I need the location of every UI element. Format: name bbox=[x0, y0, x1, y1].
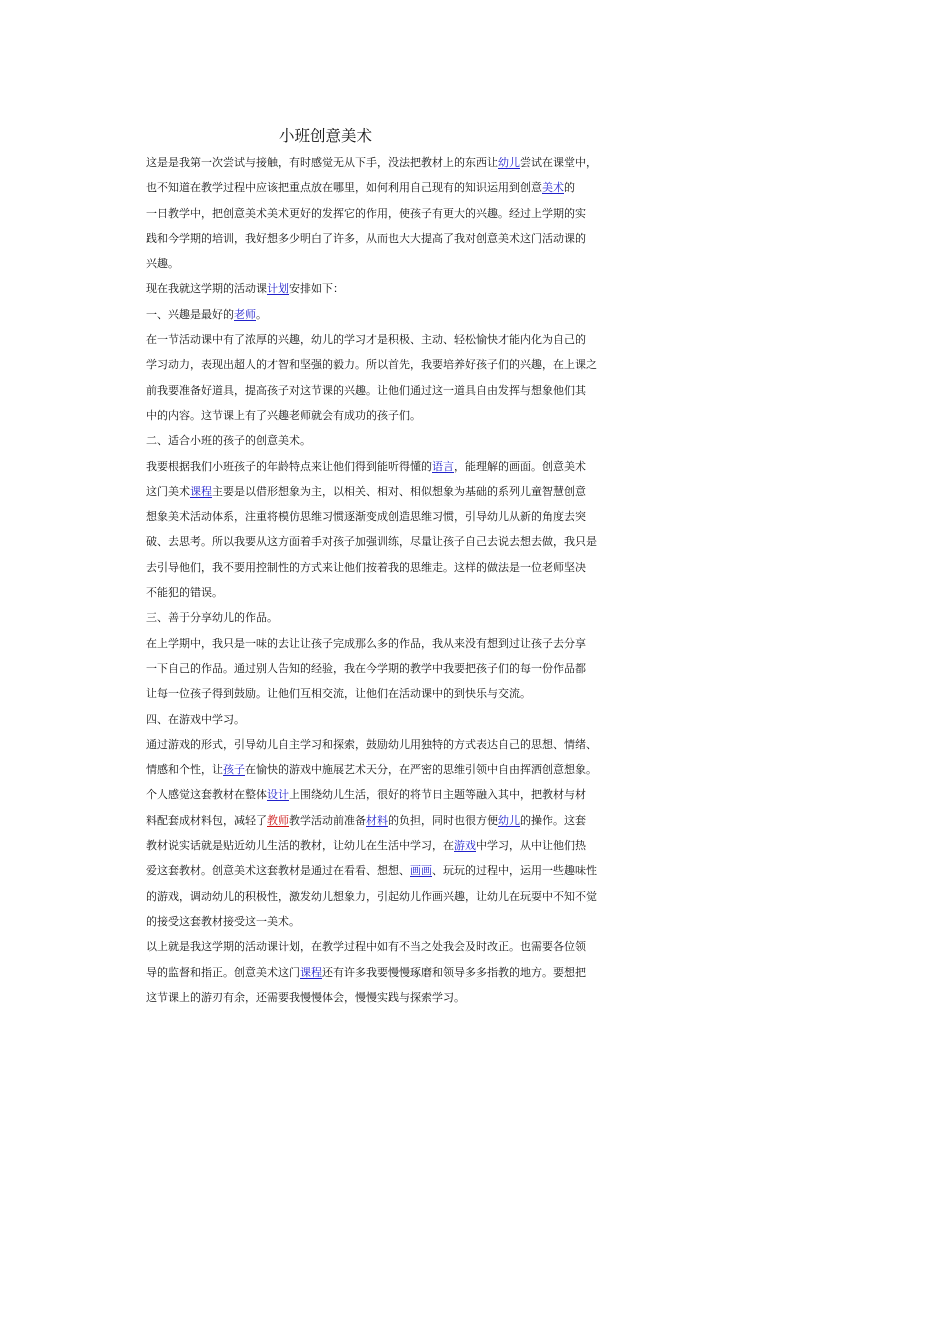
text-line bbox=[146, 150, 816, 175]
text-run: 想象美术活动体系，注重将模仿思维习惯逐渐变成创造思维习惯，引导幼儿从新的角度去突 bbox=[146, 510, 586, 524]
inline-link[interactable]: 幼儿 bbox=[498, 156, 520, 169]
inline-link[interactable]: 计划 bbox=[267, 282, 289, 296]
text-line bbox=[146, 504, 816, 529]
text-line bbox=[146, 985, 816, 1010]
inline-link[interactable]: 设计 bbox=[267, 788, 289, 802]
text-line bbox=[146, 276, 816, 301]
document-title: 小班创意美术 bbox=[279, 127, 373, 145]
text-line bbox=[146, 681, 816, 706]
text-run: 践和今学期的培训，我好想多少明白了许多，从而也大大提高了我对创意美术这门活动课的 bbox=[146, 231, 586, 245]
text-run: 情感和个性，让 bbox=[146, 763, 223, 777]
text-line bbox=[146, 656, 816, 681]
text-run: 兴趣。 bbox=[146, 257, 179, 271]
text-run: 不能犯的错误。 bbox=[146, 586, 223, 600]
text-line bbox=[146, 808, 816, 833]
text-run: 我要根据我们小班孩子的年龄特点来让他们得到能听得懂的 bbox=[146, 459, 432, 473]
text-run: 这门美术 bbox=[146, 484, 190, 498]
text-run: ，能理解的画面。创意美术 bbox=[454, 459, 586, 473]
text-run: 的游戏，调动幼儿的积极性，激发幼儿想象力，引起幼儿作画兴趣，让幼儿在玩耍中不知不觉 bbox=[146, 889, 597, 903]
text-run: 的操作。这套 bbox=[520, 813, 586, 827]
text-run: 一、兴趣是最好的 bbox=[146, 307, 234, 321]
text-line bbox=[146, 251, 816, 276]
text-line bbox=[146, 858, 816, 883]
inline-link[interactable]: 画画 bbox=[410, 864, 432, 878]
text-line bbox=[146, 428, 816, 453]
text-run: 个人感觉这套教材在整体 bbox=[146, 788, 267, 802]
inline-link[interactable]: 美术 bbox=[542, 181, 564, 195]
text-run: 爱这套教材。创意美术这套教材是通过在看看、想想、 bbox=[146, 864, 410, 878]
text-line bbox=[146, 403, 816, 428]
text-line bbox=[146, 605, 816, 630]
text-run: 一日教学中，把创意美术美术更好的发挥它的作用，使孩子有更大的兴趣。经过上学期的实 bbox=[146, 206, 586, 220]
inline-link[interactable]: 幼儿 bbox=[498, 813, 520, 827]
text-run: 的 bbox=[564, 181, 575, 195]
text-run: 通过游戏的形式，引导幼儿自主学习和探索，鼓励幼儿用独特的方式表达自己的思想、情绪、 bbox=[146, 737, 597, 751]
text-run: 还有许多我要慢慢琢磨和领导多多指教的地方。要想把 bbox=[322, 965, 586, 979]
text-line bbox=[146, 732, 816, 757]
text-line bbox=[146, 707, 816, 732]
text-run: 四、在游戏中学习。 bbox=[146, 712, 245, 726]
inline-link[interactable]: 游戏 bbox=[454, 839, 476, 853]
text-run: 前我要准备好道具，提高孩子对这节课的兴趣。让他们通过这一道具自由发挥与想象他们其 bbox=[146, 383, 586, 397]
text-line bbox=[146, 327, 816, 352]
text-run: 这是是我第一次尝试与接触，有时感觉无从下手，没法把教材上的东西让 bbox=[146, 156, 498, 169]
text-run: 安排如下： bbox=[289, 282, 344, 296]
text-line bbox=[146, 175, 816, 200]
text-run: 教材说实话就是贴近幼儿生活的教材，让幼儿在生活中学习，在 bbox=[146, 839, 454, 853]
text-run: 二、适合小班的孩子的创意美术。 bbox=[146, 434, 311, 448]
text-line bbox=[146, 960, 816, 985]
text-line bbox=[146, 454, 816, 479]
text-line bbox=[146, 555, 816, 580]
text-run: 以上就是我这学期的活动课计划，在教学过程中如有不当之处我会及时改正。也需要各位领 bbox=[146, 940, 586, 954]
text-run: 上围绕幼儿生活，很好的将节日主题等融入其中，把教材与材 bbox=[289, 788, 586, 802]
text-line bbox=[146, 479, 816, 504]
document-body bbox=[146, 150, 816, 1010]
text-line bbox=[146, 352, 816, 377]
text-run: 尝试在课堂中， bbox=[520, 156, 597, 169]
text-run: 导的监督和指正。创意美术这门 bbox=[146, 965, 300, 979]
text-run: 在一节活动课中有了浓厚的兴趣，幼儿的学习才是积极、主动、轻松愉快才能内化为自己的 bbox=[146, 333, 586, 347]
text-line bbox=[146, 782, 816, 807]
text-run: 、玩玩的过程中，运用一些趣味性 bbox=[432, 864, 597, 878]
text-run: 教学活动前准备 bbox=[289, 813, 366, 827]
text-run: 一下自己的作品。通过别人告知的经验，我在今学期的教学中我要把孩子们的每一份作品都 bbox=[146, 661, 586, 675]
text-line bbox=[146, 201, 816, 226]
text-run: 现在我就这学期的活动课 bbox=[146, 282, 267, 296]
text-line bbox=[146, 580, 816, 605]
text-run: 破、去思考。所以我要从这方面着手对孩子加强训练，尽量让孩子自己去说去想去做，我只是 bbox=[146, 535, 597, 549]
text-run: 让每一位孩子得到鼓励。让他们互相交流，让他们在活动课中的到快乐与交流。 bbox=[146, 687, 531, 701]
text-run: 在愉快的游戏中施展艺术天分，在严密的思维引领中自由挥洒创意想象。 bbox=[245, 763, 597, 777]
text-line bbox=[146, 884, 816, 909]
text-line bbox=[146, 529, 816, 554]
text-line bbox=[146, 631, 816, 656]
text-line bbox=[146, 757, 816, 782]
text-run: 主要是以借形想象为主，以相关、相对、相似想象为基础的系列儿童智慧创意 bbox=[212, 484, 586, 498]
text-line bbox=[146, 378, 816, 403]
text-run: 中学习，从中让他们热 bbox=[476, 839, 586, 853]
text-line bbox=[146, 833, 816, 858]
text-line bbox=[146, 934, 816, 959]
text-run: 也不知道在教学过程中应该把重点放在哪里，如何利用自己现有的知识运用到创意 bbox=[146, 181, 542, 195]
text-run: 去引导他们，我不要用控制性的方式来让他们按着我的思维走。这样的做法是一位老师坚决 bbox=[146, 560, 586, 574]
text-run: 在上学期中，我只是一味的去让让孩子完成那么多的作品，我从来没有想到过让孩子去分享 bbox=[146, 636, 586, 650]
inline-link[interactable]: 老师 bbox=[234, 307, 256, 321]
text-run: 。 bbox=[256, 307, 267, 321]
inline-link[interactable]: 课程 bbox=[190, 484, 212, 498]
inline-link[interactable]: 语言 bbox=[432, 459, 454, 473]
text-run: 学习动力，表现出超人的才智和坚强的毅力。所以首先，我要培养好孩子们的兴趣，在上课之 bbox=[146, 358, 597, 372]
text-run: 料配套成材料包，减轻了 bbox=[146, 813, 267, 827]
text-run: 这节课上的游刃有余，还需要我慢慢体会，慢慢实践与探索学习。 bbox=[146, 990, 465, 1004]
inline-link[interactable]: 课程 bbox=[300, 965, 322, 979]
inline-link[interactable]: 材料 bbox=[366, 813, 388, 827]
text-line bbox=[146, 909, 816, 934]
text-run: 的负担，同时也很方便 bbox=[388, 813, 498, 827]
text-line bbox=[146, 226, 816, 251]
text-run: 中的内容。这节课上有了兴趣老师就会有成功的孩子们。 bbox=[146, 408, 421, 422]
inline-link[interactable]: 孩子 bbox=[223, 763, 245, 777]
text-line bbox=[146, 302, 816, 327]
text-run: 三、善于分享幼儿的作品。 bbox=[146, 611, 278, 625]
inline-link[interactable]: 教师 bbox=[267, 813, 289, 827]
text-run: 的接受这套教材接受这一美术。 bbox=[146, 914, 300, 928]
document-page bbox=[146, 124, 816, 1010]
